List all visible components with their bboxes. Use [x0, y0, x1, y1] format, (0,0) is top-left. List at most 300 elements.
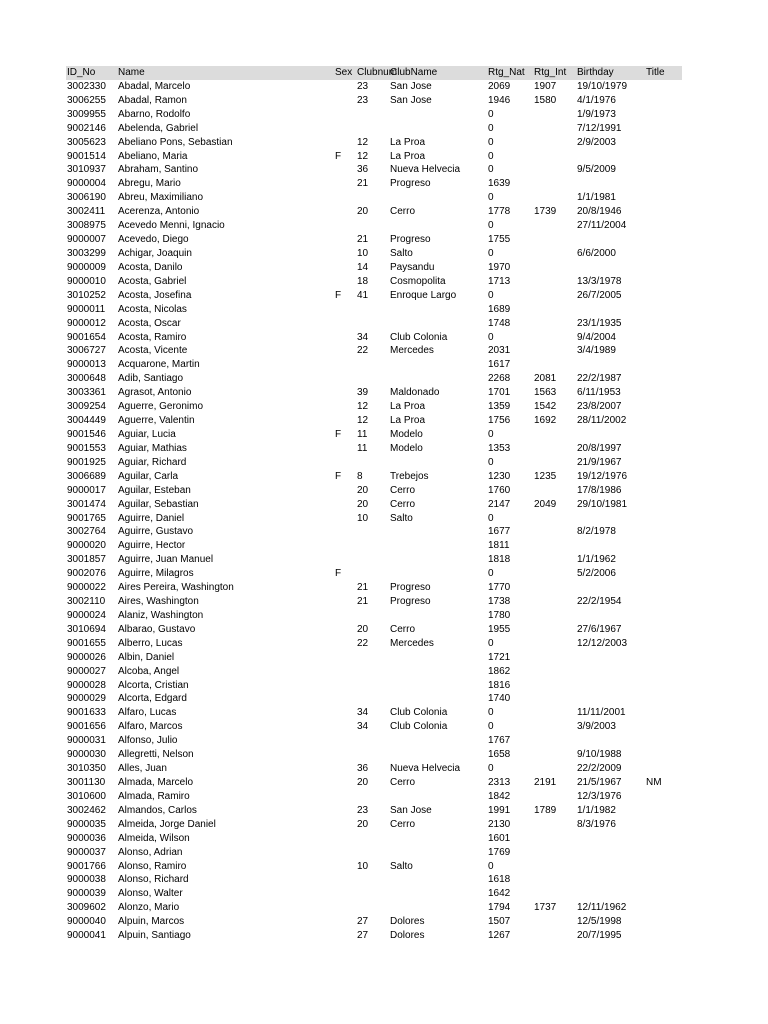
cell-clubname: San Jose	[390, 80, 432, 92]
cell-birthday: 23/1/1935	[577, 317, 622, 329]
cell-id: 9000013	[67, 359, 106, 371]
cell-rtg-nat: 0	[488, 707, 494, 719]
cell-name: Abadal, Ramon	[118, 94, 187, 106]
cell-clubnum: 36	[357, 164, 369, 176]
cell-id: 3005623	[67, 136, 106, 148]
cell-id: 9000009	[67, 261, 106, 273]
cell-id: 9002076	[67, 568, 106, 580]
cell-name: Agrasot, Antonio	[118, 387, 192, 399]
cell-clubname: Nueva Helvecia	[390, 763, 461, 775]
table-row	[66, 887, 682, 901]
cell-name: Adib, Santiago	[118, 373, 184, 385]
cell-id: 3009602	[67, 902, 106, 914]
cell-name: Acosta, Nicolas	[118, 303, 187, 315]
table-row	[66, 108, 682, 122]
cell-clubnum: 10	[357, 512, 369, 524]
cell-birthday: 12/12/2003	[577, 637, 628, 649]
table-row	[66, 818, 682, 832]
cell-clubname: Salto	[390, 860, 413, 872]
table-row	[66, 498, 682, 512]
cell-name: Aguerre, Valentin	[118, 415, 195, 427]
table-row	[66, 122, 682, 136]
cell-rtg-nat: 1756	[488, 415, 511, 427]
cell-id: 3002330	[67, 80, 106, 92]
cell-id: 9001925	[67, 456, 106, 468]
cell-name: Aguirre, Hector	[118, 540, 186, 552]
cell-birthday: 12/5/1998	[577, 916, 622, 928]
cell-rtg-nat: 1970	[488, 261, 511, 273]
cell-clubnum: 14	[357, 261, 369, 273]
cell-name: Acevedo Menni, Ignacio	[118, 220, 225, 232]
cell-clubnum: 23	[357, 94, 369, 106]
cell-name: Aguirre, Daniel	[118, 512, 185, 524]
table-row	[66, 929, 682, 943]
cell-id: 9001766	[67, 860, 106, 872]
column-header-name: Name	[118, 67, 145, 78]
cell-id: 3006255	[67, 94, 106, 106]
cell-rtg-nat: 0	[488, 108, 494, 120]
cell-id: 3010600	[67, 790, 106, 802]
cell-id: 3002764	[67, 526, 106, 538]
cell-rtg-nat: 2031	[488, 345, 511, 357]
table-row	[66, 915, 682, 929]
cell-birthday: 1/9/1973	[577, 108, 616, 120]
cell-clubnum: 20	[357, 818, 369, 830]
cell-rtg-nat: 1617	[488, 359, 511, 371]
cell-birthday: 22/2/1954	[577, 596, 622, 608]
cell-id: 9000039	[67, 888, 106, 900]
cell-rtg-nat: 1767	[488, 735, 511, 747]
table-row	[66, 512, 682, 526]
cell-rtg-nat: 0	[488, 220, 494, 232]
cell-id: 9000004	[67, 178, 106, 190]
table-row	[66, 623, 682, 637]
cell-rtg-int: 2081	[534, 373, 557, 385]
table-row	[66, 136, 682, 150]
cell-id: 3002462	[67, 804, 106, 816]
cell-clubnum: 20	[357, 206, 369, 218]
cell-clubname: Modelo	[390, 442, 423, 454]
cell-rtg-nat: 1862	[488, 665, 511, 677]
cell-clubname: Dolores	[390, 930, 425, 942]
cell-rtg-nat: 1642	[488, 888, 511, 900]
cell-id: 9000027	[67, 665, 106, 677]
column-header-rtg-nat: Rtg_Nat	[488, 67, 525, 78]
cell-rtg-int: 2191	[534, 777, 557, 789]
cell-rtg-nat: 2130	[488, 818, 511, 830]
cell-rtg-int: 1542	[534, 401, 557, 413]
cell-id: 9000010	[67, 275, 106, 287]
cell-birthday: 19/10/1979	[577, 80, 628, 92]
cell-birthday: 5/2/2006	[577, 568, 616, 580]
cell-rtg-nat: 2069	[488, 80, 511, 92]
cell-clubname: Trebejos	[390, 470, 429, 482]
cell-name: Alonso, Adrian	[118, 846, 183, 858]
cell-clubname: Club Colonia	[390, 331, 448, 343]
cell-id: 3010252	[67, 289, 106, 301]
cell-clubname: Modelo	[390, 428, 423, 440]
cell-clubnum: 12	[357, 150, 369, 162]
cell-clubname: Progreso	[390, 178, 431, 190]
cell-id: 9001553	[67, 442, 106, 454]
cell-clubnum: 41	[357, 289, 369, 301]
cell-name: Alfonso, Julio	[118, 735, 178, 747]
cell-rtg-nat: 0	[488, 289, 494, 301]
cell-birthday: 22/2/2009	[577, 763, 622, 775]
cell-rtg-nat: 0	[488, 456, 494, 468]
column-header-rtg-int: Rtg_Int	[534, 67, 567, 78]
cell-name: Aguirre, Juan Manuel	[118, 554, 214, 566]
table-row	[66, 525, 682, 539]
cell-clubnum: 36	[357, 763, 369, 775]
cell-name: Abregu, Mario	[118, 178, 181, 190]
cell-id: 9000029	[67, 693, 106, 705]
table-row	[66, 177, 682, 191]
cell-rtg-int: 1737	[534, 902, 557, 914]
cell-rtg-nat: 1818	[488, 554, 511, 566]
cell-name: Aguilar, Carla	[118, 470, 179, 482]
cell-id: 3002110	[67, 596, 106, 608]
column-header-birthday: Birthday	[577, 67, 614, 78]
table-row	[66, 720, 682, 734]
player-table	[66, 66, 682, 943]
cell-clubnum: 34	[357, 331, 369, 343]
cell-rtg-nat: 1359	[488, 401, 511, 413]
cell-rtg-nat: 1748	[488, 317, 511, 329]
table-row	[66, 762, 682, 776]
cell-rtg-nat: 0	[488, 150, 494, 162]
cell-id: 9000020	[67, 540, 106, 552]
cell-rtg-nat: 1842	[488, 790, 511, 802]
cell-birthday: 23/8/2007	[577, 401, 622, 413]
cell-id: 3010937	[67, 164, 106, 176]
cell-name: Alles, Juan	[118, 763, 167, 775]
cell-id: 9000030	[67, 749, 106, 761]
cell-rtg-nat: 2147	[488, 498, 511, 510]
cell-rtg-nat: 1713	[488, 275, 511, 287]
cell-rtg-nat: 0	[488, 568, 494, 580]
table-row	[66, 860, 682, 874]
cell-birthday: 9/4/2004	[577, 331, 616, 343]
cell-rtg-int: 1739	[534, 206, 557, 218]
table-row	[66, 303, 682, 317]
cell-clubname: Cosmopolita	[390, 275, 446, 287]
cell-birthday: 1/1/1982	[577, 804, 616, 816]
cell-name: Alonso, Ramiro	[118, 860, 187, 872]
cell-name: Aires, Washington	[118, 596, 199, 608]
cell-rtg-nat: 0	[488, 860, 494, 872]
cell-rtg-nat: 0	[488, 122, 494, 134]
cell-rtg-int: 2049	[534, 498, 557, 510]
cell-sex: F	[335, 470, 342, 482]
cell-id: 9000011	[67, 303, 106, 315]
cell-birthday: 17/8/1986	[577, 484, 622, 496]
cell-birthday: 21/5/1967	[577, 777, 622, 789]
cell-name: Acosta, Oscar	[118, 317, 181, 329]
table-row	[66, 261, 682, 275]
cell-birthday: 27/11/2004	[577, 220, 627, 232]
cell-rtg-nat: 1230	[488, 470, 511, 482]
cell-id: 3006689	[67, 470, 106, 482]
cell-clubnum: 11	[357, 428, 368, 440]
cell-clubnum: 21	[357, 596, 369, 608]
table-row	[66, 442, 682, 456]
cell-name: Aguirre, Milagros	[118, 568, 194, 580]
cell-name: Achigar, Joaquin	[118, 247, 192, 259]
cell-id: 3003361	[67, 387, 106, 399]
cell-clubname: Cerro	[390, 818, 416, 830]
cell-clubname: Cerro	[390, 777, 416, 789]
cell-name: Almandos, Carlos	[118, 804, 197, 816]
column-header-id: ID_No	[67, 67, 96, 78]
cell-rtg-nat: 1755	[488, 234, 511, 246]
cell-name: Aguiar, Lucia	[118, 428, 176, 440]
cell-clubname: Mercedes	[390, 637, 434, 649]
cell-id: 3004449	[67, 415, 106, 427]
table-row	[66, 901, 682, 915]
cell-id: 3006727	[67, 345, 106, 357]
cell-name: Abadal, Marcelo	[118, 80, 191, 92]
cell-name: Albin, Daniel	[118, 651, 175, 663]
table-row	[66, 331, 682, 345]
table-row	[66, 344, 682, 358]
cell-clubnum: 10	[357, 247, 369, 259]
cell-id: 9000024	[67, 609, 106, 621]
cell-id: 9000012	[67, 317, 106, 329]
table-row	[66, 400, 682, 414]
cell-rtg-nat: 1639	[488, 178, 511, 190]
cell-name: Acevedo, Diego	[118, 234, 189, 246]
cell-id: 9001654	[67, 331, 106, 343]
cell-rtg-nat: 1267	[488, 930, 511, 942]
cell-clubnum: 23	[357, 80, 369, 92]
cell-clubname: Cerro	[390, 498, 416, 510]
cell-rtg-nat: 0	[488, 512, 494, 524]
column-header-clubname: ClubName	[390, 67, 438, 78]
cell-rtg-nat: 0	[488, 192, 494, 204]
cell-name: Acosta, Vicente	[118, 345, 188, 357]
cell-birthday: 3/4/1989	[577, 345, 616, 357]
cell-clubnum: 21	[357, 234, 369, 246]
cell-name: Alcoba, Angel	[118, 665, 180, 677]
cell-id: 3000648	[67, 373, 106, 385]
table-row	[66, 233, 682, 247]
cell-name: Aires Pereira, Washington	[118, 582, 234, 594]
cell-rtg-nat: 1811	[488, 540, 510, 552]
cell-clubnum: 20	[357, 623, 369, 635]
cell-id: 3003299	[67, 247, 106, 259]
cell-name: Aguilar, Esteban	[118, 484, 191, 496]
table-row	[66, 247, 682, 261]
table-row	[66, 386, 682, 400]
table-row	[66, 289, 682, 303]
cell-clubnum: 20	[357, 777, 369, 789]
cell-rtg-int: 1907	[534, 80, 557, 92]
column-header-title: Title	[646, 67, 665, 78]
cell-clubnum: 22	[357, 637, 369, 649]
table-header	[66, 66, 682, 80]
table-row	[66, 706, 682, 720]
cell-name: Abeliano Pons, Sebastian	[118, 136, 233, 148]
cell-id: 9000040	[67, 916, 106, 928]
cell-birthday: 12/11/1962	[577, 902, 627, 914]
cell-clubname: Paysandu	[390, 261, 435, 273]
table-row	[66, 94, 682, 108]
cell-clubname: San Jose	[390, 94, 432, 106]
cell-rtg-nat: 0	[488, 136, 494, 148]
cell-rtg-nat: 1740	[488, 693, 511, 705]
cell-id: 3006190	[67, 192, 106, 204]
cell-rtg-nat: 0	[488, 721, 494, 733]
cell-clubname: Enroque Largo	[390, 289, 457, 301]
cell-name: Abarno, Rodolfo	[118, 108, 191, 120]
cell-clubname: La Proa	[390, 401, 426, 413]
table-row	[66, 609, 682, 623]
cell-name: Abreu, Maximiliano	[118, 192, 204, 204]
cell-clubnum: 34	[357, 721, 369, 733]
cell-id: 9000036	[67, 832, 106, 844]
cell-rtg-nat: 1778	[488, 206, 511, 218]
table-row	[66, 414, 682, 428]
cell-clubname: Salto	[390, 512, 413, 524]
cell-birthday: 2/9/2003	[577, 136, 616, 148]
cell-name: Alfaro, Marcos	[118, 721, 183, 733]
cell-clubnum: 12	[357, 415, 369, 427]
cell-rtg-nat: 2313	[488, 777, 511, 789]
cell-birthday: 3/9/2003	[577, 721, 616, 733]
cell-rtg-nat: 1601	[488, 832, 511, 844]
cell-clubname: Dolores	[390, 916, 425, 928]
cell-birthday: 12/3/1976	[577, 790, 622, 802]
cell-birthday: 9/10/1988	[577, 749, 622, 761]
cell-rtg-int: 1692	[534, 415, 557, 427]
cell-rtg-nat: 0	[488, 637, 494, 649]
table-row	[66, 470, 682, 484]
cell-rtg-nat: 1760	[488, 484, 511, 496]
cell-name: Alcorta, Cristian	[118, 679, 189, 691]
cell-name: Alpuin, Marcos	[118, 916, 185, 928]
cell-clubnum: 21	[357, 582, 369, 594]
cell-sex: F	[335, 289, 342, 301]
table-row	[66, 651, 682, 665]
cell-name: Abelenda, Gabriel	[118, 122, 199, 134]
column-header-sex: Sex	[335, 67, 353, 78]
cell-clubnum: 23	[357, 804, 369, 816]
table-row	[66, 692, 682, 706]
cell-name: Acosta, Josefina	[118, 289, 192, 301]
cell-clubname: Club Colonia	[390, 707, 448, 719]
cell-birthday: 11/11/2001	[577, 707, 626, 719]
cell-id: 3001130	[67, 777, 106, 789]
table-row	[66, 456, 682, 470]
table-row	[66, 484, 682, 498]
table-row	[66, 748, 682, 762]
cell-clubnum: 18	[357, 275, 369, 287]
table-row	[66, 665, 682, 679]
cell-name: Acosta, Gabriel	[118, 275, 187, 287]
cell-birthday: 20/7/1995	[577, 930, 622, 942]
cell-name: Acerenza, Antonio	[118, 206, 200, 218]
cell-clubnum: 21	[357, 178, 369, 190]
cell-name: Alonso, Walter	[118, 888, 183, 900]
table-row	[66, 790, 682, 804]
cell-id: 9001546	[67, 428, 106, 440]
cell-rtg-nat: 0	[488, 164, 494, 176]
cell-id: 3001474	[67, 498, 106, 510]
cell-name: Almeida, Jorge Daniel	[118, 818, 216, 830]
cell-name: Albarao, Gustavo	[118, 623, 196, 635]
table-row	[66, 150, 682, 164]
cell-clubname: Progreso	[390, 582, 431, 594]
cell-id: 3009254	[67, 401, 106, 413]
cell-name: Alonso, Richard	[118, 874, 189, 886]
table-row	[66, 553, 682, 567]
cell-clubname: La Proa	[390, 415, 426, 427]
cell-id: 9000017	[67, 484, 106, 496]
cell-name: Aguerre, Geronimo	[118, 401, 204, 413]
cell-rtg-nat: 1677	[488, 526, 511, 538]
table-row	[66, 191, 682, 205]
cell-id: 3008975	[67, 220, 106, 232]
table-row	[66, 804, 682, 818]
cell-clubnum: 10	[357, 860, 369, 872]
cell-clubname: Maldonado	[390, 387, 440, 399]
cell-name: Abeliano, Maria	[118, 150, 188, 162]
cell-name: Acosta, Danilo	[118, 261, 183, 273]
cell-clubnum: 27	[357, 930, 369, 942]
cell-birthday: 19/12/1976	[577, 470, 628, 482]
cell-name: Almada, Marcelo	[118, 777, 194, 789]
cell-birthday: 6/11/1953	[577, 387, 621, 399]
cell-clubnum: 12	[357, 136, 369, 148]
table-row	[66, 275, 682, 289]
cell-clubname: Cerro	[390, 206, 416, 218]
cell-clubnum: 12	[357, 401, 369, 413]
table-row	[66, 595, 682, 609]
cell-rtg-nat: 0	[488, 247, 494, 259]
cell-rtg-nat: 1738	[488, 596, 511, 608]
cell-name: Allegretti, Nelson	[118, 749, 194, 761]
cell-name: Aguirre, Gustavo	[118, 526, 194, 538]
cell-name: Aguiar, Richard	[118, 456, 187, 468]
cell-birthday: 26/7/2005	[577, 289, 622, 301]
cell-clubname: Cerro	[390, 484, 416, 496]
cell-rtg-nat: 1955	[488, 623, 511, 635]
table-row	[66, 219, 682, 233]
table-row	[66, 163, 682, 177]
cell-clubname: Cerro	[390, 623, 416, 635]
cell-sex: F	[335, 568, 342, 580]
cell-clubname: Nueva Helvecia	[390, 164, 461, 176]
cell-clubnum: 39	[357, 387, 369, 399]
cell-id: 9002146	[67, 122, 106, 134]
cell-clubname: Salto	[390, 247, 413, 259]
cell-rtg-nat: 1658	[488, 749, 511, 761]
cell-rtg-nat: 1353	[488, 442, 511, 454]
cell-id: 3010350	[67, 763, 106, 775]
cell-clubnum: 27	[357, 916, 369, 928]
cell-id: 9000031	[67, 735, 106, 747]
cell-rtg-nat: 1780	[488, 609, 511, 621]
cell-rtg-nat: 2268	[488, 373, 511, 385]
cell-birthday: 13/3/1978	[577, 275, 622, 287]
cell-birthday: 21/9/1967	[577, 456, 622, 468]
cell-rtg-nat: 1618	[488, 874, 511, 886]
cell-id: 9000028	[67, 679, 106, 691]
cell-id: 9001514	[67, 150, 106, 162]
cell-clubname: San Jose	[390, 804, 432, 816]
cell-rtg-int: 1580	[534, 94, 557, 106]
